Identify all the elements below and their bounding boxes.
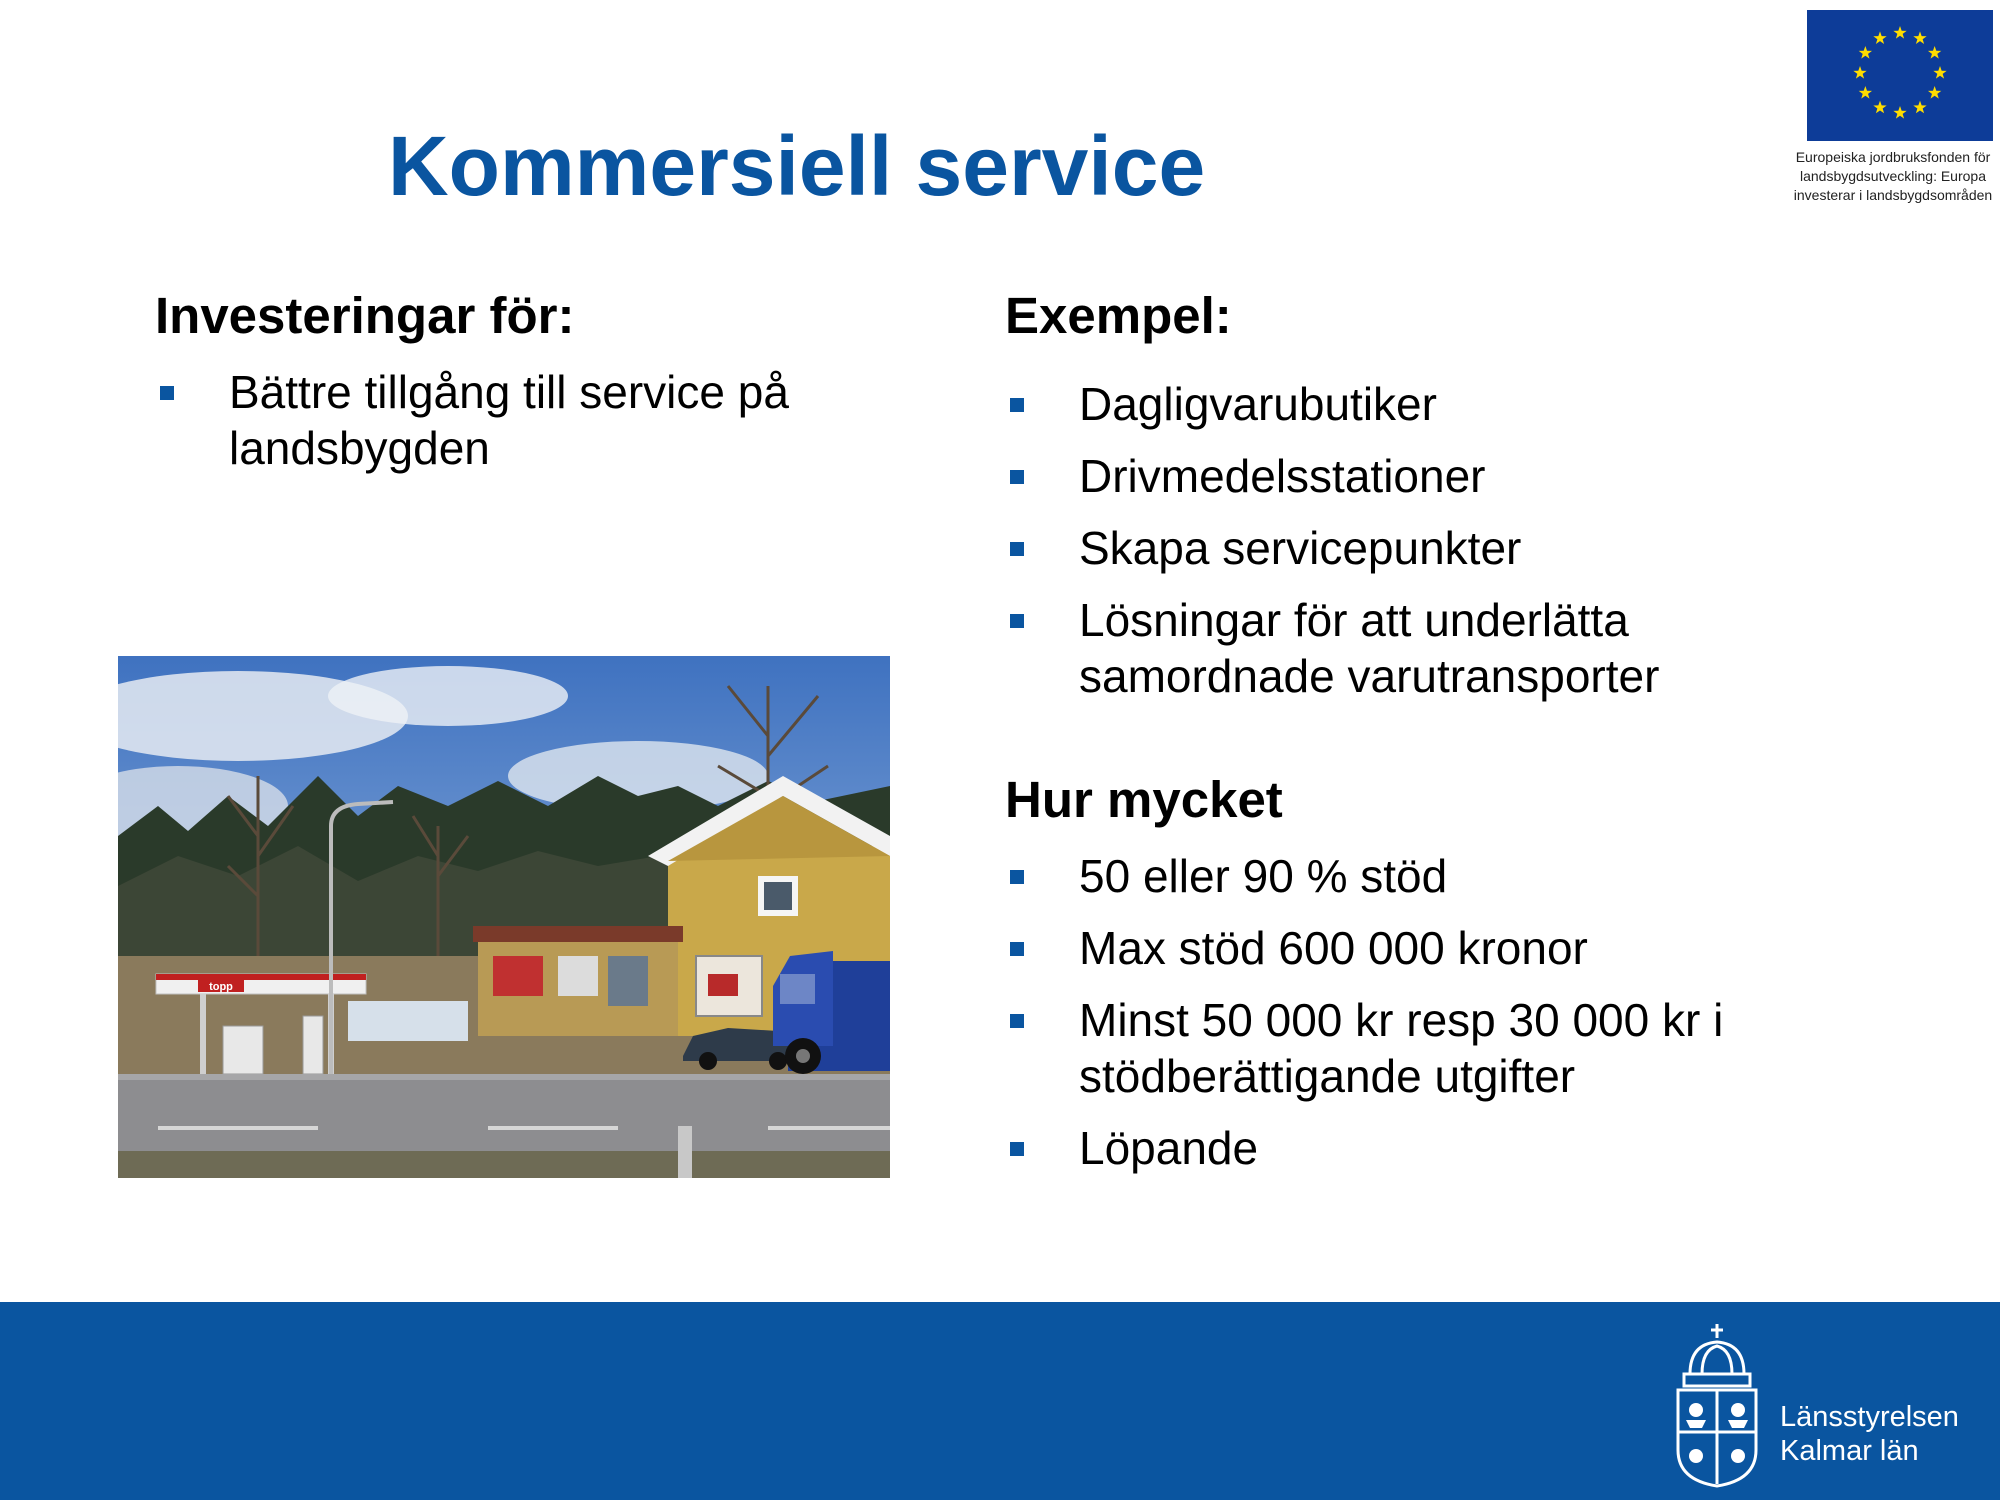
eu-star-icon	[1873, 31, 1886, 44]
list-item-line: Löpande	[1079, 1122, 1259, 1174]
eu-star-icon	[1859, 46, 1872, 59]
list-item	[1005, 592, 1905, 704]
list-item	[1005, 520, 1905, 576]
list-item-line: Skapa servicepunkter	[1079, 522, 1522, 574]
list-item	[1005, 448, 1905, 504]
list-item-line: Bättre tillgång till service på	[229, 366, 789, 418]
eu-caption-line: investerar i landsbygdsområden	[1793, 187, 1993, 203]
list-item	[1005, 848, 1945, 904]
eu-star-icon	[1859, 86, 1872, 99]
list-item-line: Dagligvarubutiker	[1079, 378, 1437, 430]
bullet-square-icon	[1010, 398, 1024, 412]
eu-caption	[1790, 148, 1996, 205]
slide-title: Kommersiell service	[388, 119, 1206, 213]
coat-of-arms-icon	[1672, 1320, 1762, 1490]
organization-name	[1780, 1400, 1959, 1468]
list-item	[155, 364, 915, 476]
photo-rural-shop	[118, 656, 890, 1178]
eu-stars-icon	[1807, 10, 1993, 141]
eu-flag-logo	[1807, 10, 1993, 141]
eu-star-icon	[1933, 66, 1946, 79]
bullet-square-icon	[1010, 942, 1024, 956]
station-sign-text: topp	[209, 981, 233, 993]
eu-caption-line: Europeiska jordbruksfonden för	[1795, 149, 1991, 165]
eu-star-icon	[1893, 106, 1906, 119]
examples-bullet-list	[1005, 376, 1905, 704]
eu-star-icon	[1913, 31, 1926, 44]
amount-bullet-list	[1005, 848, 1945, 1176]
eu-caption-line: landsbygdsutveckling: Europa	[1799, 168, 1986, 184]
list-item-line: Lösningar för att underlätta	[1079, 594, 1629, 646]
list-item	[1005, 920, 1945, 976]
org-name-line: Länsstyrelsen	[1780, 1401, 1959, 1433]
bullet-square-icon	[1010, 542, 1024, 556]
eu-star-icon	[1928, 46, 1941, 59]
bullet-square-icon	[1010, 870, 1024, 884]
bullet-square-icon	[160, 386, 174, 400]
list-item-line: landsbygden	[229, 422, 490, 474]
bullet-square-icon	[1010, 470, 1024, 484]
bullet-square-icon	[1010, 1014, 1024, 1028]
list-item-line: Drivmedelsstationer	[1079, 450, 1486, 502]
list-item-line: stödberättigande utgifter	[1079, 1050, 1576, 1102]
amount-heading: Hur mycket	[1005, 771, 1283, 828]
list-item	[1005, 1120, 1945, 1176]
list-item	[1005, 992, 1945, 1104]
eu-star-icon	[1853, 66, 1866, 79]
left-heading: Investeringar för:	[155, 287, 575, 344]
list-item-line: Minst 50 000 kr resp 30 000 kr i	[1079, 994, 1724, 1046]
org-name-line: Kalmar län	[1780, 1435, 1919, 1467]
list-item	[1005, 376, 1905, 432]
list-item-line: Max stöd 600 000 kronor	[1079, 922, 1588, 974]
left-bullet-list	[155, 364, 915, 476]
eu-star-icon	[1873, 101, 1886, 114]
eu-star-icon	[1893, 26, 1906, 39]
list-item-line: 50 eller 90 % stöd	[1079, 850, 1448, 902]
eu-star-icon	[1928, 86, 1941, 99]
eu-star-icon	[1913, 101, 1926, 114]
list-item-line: samordnade varutransporter	[1079, 650, 1660, 702]
bullet-square-icon	[1010, 1142, 1024, 1156]
photo-illustration	[118, 656, 890, 1178]
footer-bar	[0, 1302, 2000, 1500]
examples-heading: Exempel:	[1005, 287, 1232, 344]
bullet-square-icon	[1010, 614, 1024, 628]
